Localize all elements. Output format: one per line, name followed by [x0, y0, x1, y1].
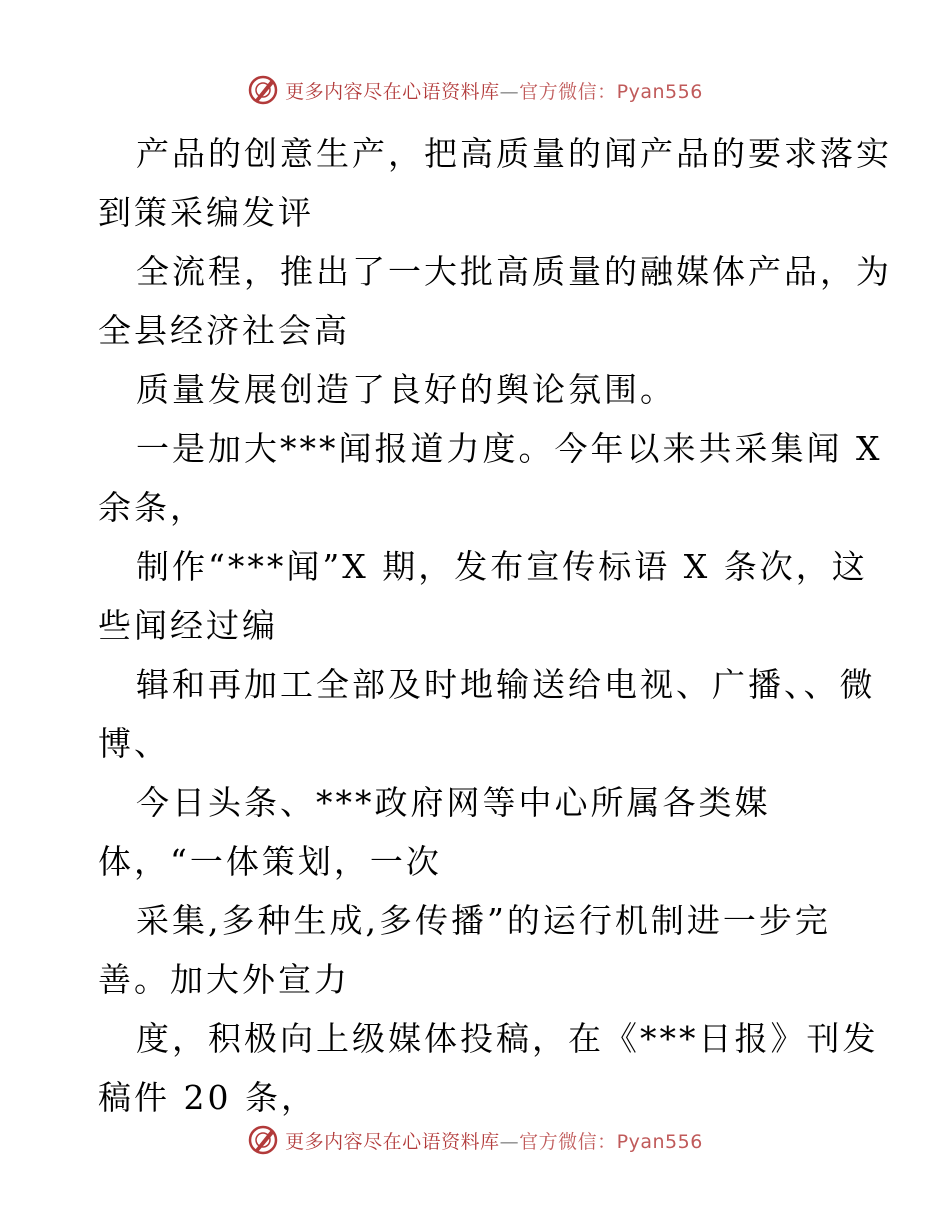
header-banner-sep: — [499, 80, 520, 103]
text-line: 度，积极向上级媒体投稿，在《***日报》刊发 [136, 1019, 879, 1058]
header-banner-wechat: 官方微信：Pyan556 [519, 80, 703, 103]
text-line: 余条， [98, 488, 206, 527]
footer-banner-main: 更多内容尽在心语资料库 [285, 1130, 500, 1153]
text-line: 稿件 20 条， [98, 1078, 317, 1117]
brush-circle-logo-icon [247, 1124, 279, 1156]
footer-banner-sep: — [499, 1130, 520, 1153]
text-line: 全县经济社会高 [98, 311, 350, 350]
text-line: 博、 [98, 724, 170, 763]
text-line: 质量发展创造了良好的舆论氛围。 [136, 370, 676, 409]
footer-banner [0, 1120, 950, 1160]
text-line: 全流程，推出了一大批高质量的融媒体产品，为 [136, 252, 892, 291]
text-line: 到策采编发评 [98, 193, 314, 232]
footer-banner-wechat: 官方微信：Pyan556 [519, 1130, 703, 1153]
header-banner-main: 更多内容尽在心语资料库 [285, 80, 500, 103]
text-line: 制作“***闻”X 期，发布宣传标语 X 条次，这 [136, 547, 868, 586]
header-banner-text [285, 77, 703, 104]
footer-banner-text [285, 1127, 703, 1154]
text-line: 一是加大***闻报道力度。今年以来共采集闻 X [136, 429, 883, 468]
text-line: 辑和再加工全部及时地输送给电视、广播、、微 [136, 665, 876, 704]
text-line: 今日头条、***政府网等中心所属各类媒 [136, 783, 771, 822]
text-line: 体，“一体策划，一次 [98, 842, 442, 881]
text-line: 产品的创意生产，把高质量的闻产品的要求落实 [136, 134, 892, 173]
text-line: 些闻经过编 [98, 606, 278, 645]
text-line: 善。加大外宣力 [98, 960, 350, 999]
header-banner [0, 70, 950, 110]
brush-circle-logo-icon [247, 74, 279, 106]
text-line: 采集,多种生成,多传播”的运行机制进一步完 [136, 901, 831, 940]
document-body [98, 124, 892, 1127]
